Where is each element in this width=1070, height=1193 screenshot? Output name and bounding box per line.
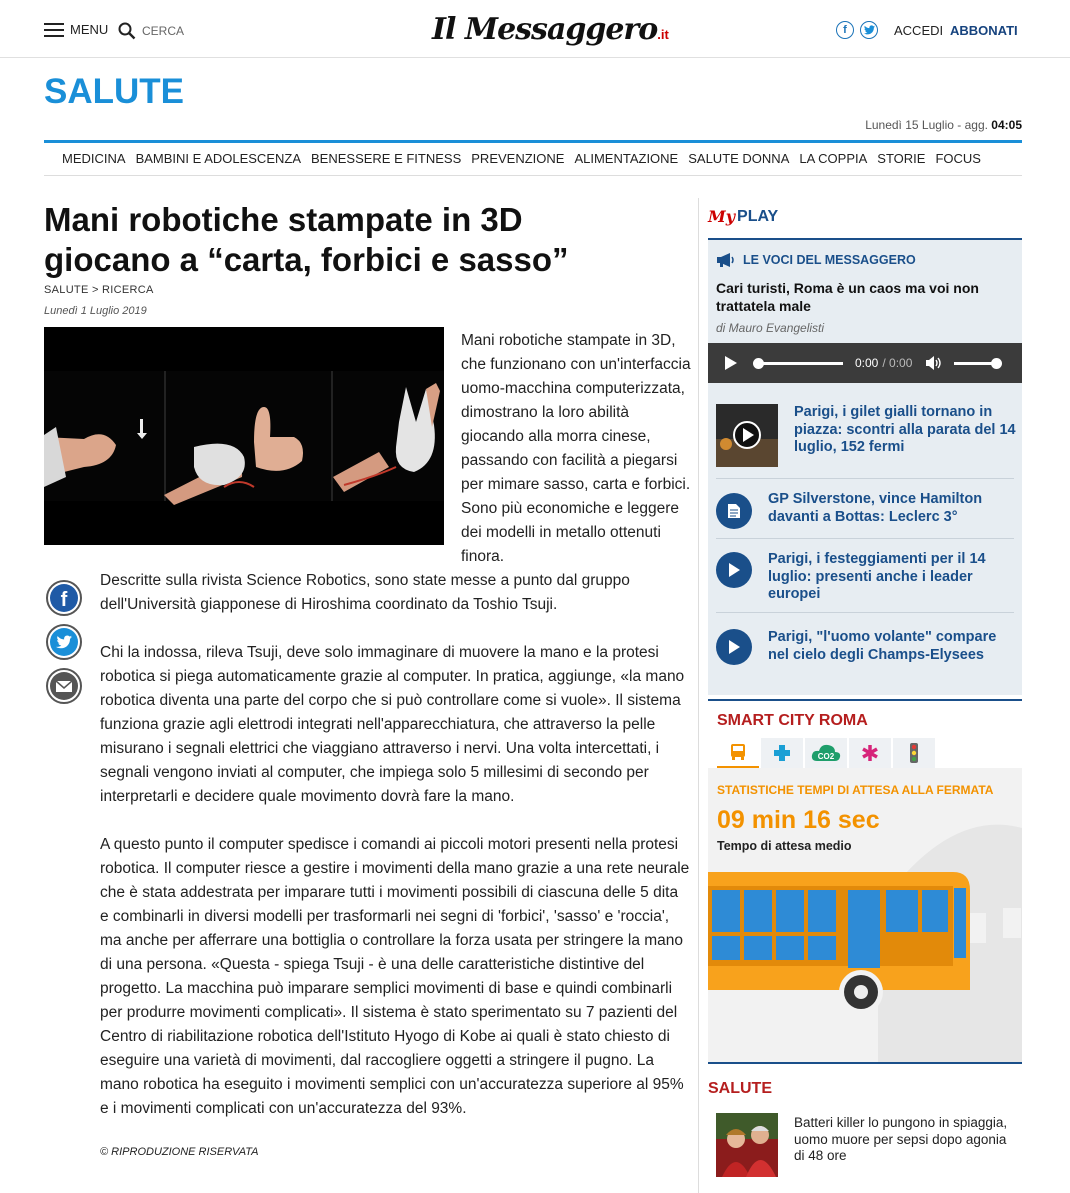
share-email-button[interactable] bbox=[46, 668, 82, 704]
subnav-item-bambini[interactable]: BAMBINI E ADOLESCENZA bbox=[135, 151, 301, 166]
twitter-icon bbox=[48, 626, 80, 658]
video-separator bbox=[716, 538, 1014, 539]
hospital-tab[interactable] bbox=[849, 738, 891, 768]
video-thumbnail[interactable] bbox=[716, 404, 778, 467]
myplay-logo: My bbox=[708, 207, 736, 226]
volume-icon[interactable] bbox=[926, 356, 942, 370]
video-separator bbox=[716, 612, 1014, 613]
volume-slider[interactable] bbox=[954, 362, 996, 365]
subnav-item-focus[interactable]: FOCUS bbox=[935, 151, 981, 166]
smart-city-bottom-rule bbox=[708, 1062, 1022, 1064]
smart-city-rule bbox=[708, 699, 1022, 701]
pharmacy-tab[interactable] bbox=[761, 738, 803, 768]
co2-cloud-icon bbox=[811, 743, 841, 763]
search-button[interactable] bbox=[118, 22, 184, 40]
subnav-item-benessere[interactable]: BENESSERE E FITNESS bbox=[311, 151, 462, 166]
section-title[interactable]: SALUTE bbox=[44, 72, 184, 111]
bus-tab[interactable] bbox=[717, 738, 759, 768]
salute-story-title[interactable]: Batteri killer lo pungono in spiaggia, uomo muore per sepsi dopo agonia di 48 ore bbox=[794, 1115, 1008, 1163]
subnav-item-storie[interactable]: STORIE bbox=[877, 151, 926, 166]
bus-icon bbox=[729, 743, 747, 761]
subscribe-link[interactable]: ABBONATI bbox=[950, 23, 1018, 38]
voci-header bbox=[716, 252, 916, 268]
voci-title[interactable]: Cari turisti, Roma è un caos ma voi non trattatela male bbox=[716, 280, 979, 314]
site-logo[interactable]: Il Messaggero.it bbox=[432, 12, 669, 47]
audio-player bbox=[708, 343, 1022, 383]
section-divider bbox=[44, 140, 1022, 143]
menu-button[interactable] bbox=[44, 22, 108, 37]
megaphone-icon bbox=[716, 252, 735, 268]
hamburger-icon bbox=[44, 23, 64, 37]
article-date: Lunedì 1 Luglio 2019 bbox=[44, 305, 147, 317]
article-headline: Mani robotiche stampate in 3D giocano a “carta, forbici e sasso” bbox=[44, 201, 569, 278]
smart-city-title: SMART CITY ROMA bbox=[717, 712, 868, 729]
salute-section-title[interactable]: SALUTE bbox=[708, 1080, 772, 1097]
top-bar bbox=[0, 0, 1070, 58]
twitter-icon[interactable] bbox=[860, 21, 878, 39]
search-label: CERCA bbox=[142, 24, 185, 38]
article-body bbox=[100, 569, 690, 1145]
voci-label: LE VOCI DEL MESSAGGERO bbox=[743, 253, 916, 267]
co2-tab[interactable] bbox=[805, 738, 847, 768]
video-separator bbox=[716, 478, 1014, 479]
subnav-item-alimentazione[interactable]: ALIMENTAZIONE bbox=[574, 151, 679, 166]
video-title[interactable]: Parigi, i festeggiamenti per il 14 luglio: presenti anche i leader europei bbox=[768, 551, 986, 602]
article-paragraph: A questo punto il computer spedisce i comandi ai piccoli motori presenti nella protesi robotica. Il computer riesce a gestire i movimenti della mano grazie a una rete neurale che è stata addestrata per imparare tutti i movimenti possibili di ciascuna delle 5 dita e combinarli in diversi modelli per trasformarli nei segni di 'forbici', 'sasso' e 'roccia', ma anche per afferrare una bottiglia o controllare la forza usata per stringere la mano di una persona. «Questa - spiega Tsuji - è una delle caratteristiche distintive del progetto. La macchina può imparare semplici movimenti di base e quindi combinarli per produrre movimenti complicati». Il sistema è stato sperimentato su 7 pazienti del Centro di riabilitazione robotica dell'Istituto Hyogo di Kobe ai quali è stato chiesto di eseguire una varietà di movimenti, dal raccogliere oggetti a stringere il pugno. La mano robotica ha eseguito i movimenti semplici con un'accuratezza superiore al 95% e i movimenti complicati con un'accuratezza del 93%. bbox=[100, 836, 690, 1117]
volume-handle[interactable] bbox=[991, 358, 1002, 369]
menu-label: MENU bbox=[70, 22, 109, 37]
section-subnav bbox=[62, 151, 981, 166]
breadcrumb[interactable]: SALUTE > RICERCA bbox=[44, 284, 154, 296]
sidebar-divider bbox=[698, 198, 699, 1193]
medical-cross-icon bbox=[773, 744, 791, 762]
subnav-item-medicina[interactable]: MEDICINA bbox=[62, 151, 126, 166]
share-twitter-button[interactable] bbox=[46, 624, 82, 660]
subnav-item-salute-donna[interactable]: SALUTE DONNA bbox=[688, 151, 790, 166]
wait-time-value: 09 min 16 sec bbox=[717, 806, 880, 834]
facebook-icon[interactable]: f bbox=[836, 21, 854, 39]
voci-author: di Mauro Evangelisti bbox=[716, 321, 825, 335]
article-lead: Mani robotiche stampate in 3D, che funzionano con un'interfaccia uomo-macchina computerizzata, dimostrano la loro abilità giocando alla morra cinese, passando con facilità a piegarsi per mimare sasso, carta e forbici. Sono più economiche e leggere dei modelli in metallo ottenuti finora. bbox=[461, 332, 691, 565]
audio-current-time: 0:00 bbox=[855, 356, 879, 370]
article-image bbox=[44, 327, 444, 545]
share-facebook-button[interactable] bbox=[46, 580, 82, 616]
video-title[interactable]: Parigi, "l'uomo volante" compare nel cielo degli Champs-Elysees bbox=[768, 629, 997, 663]
audio-duration: / 0:00 bbox=[882, 356, 913, 370]
play-circle-icon[interactable] bbox=[716, 552, 752, 588]
traffic-tab[interactable] bbox=[893, 738, 935, 768]
nav-divider bbox=[44, 175, 1022, 176]
facebook-icon bbox=[48, 582, 80, 614]
wait-time-label: Tempo di attesa medio bbox=[717, 839, 852, 853]
audio-progress-bar[interactable] bbox=[757, 362, 843, 365]
asterisk-icon bbox=[861, 744, 879, 762]
traffic-light-icon bbox=[907, 743, 921, 763]
smart-city-tabs bbox=[717, 738, 935, 768]
play-icon[interactable] bbox=[725, 356, 737, 370]
article-circle-icon[interactable] bbox=[716, 493, 752, 529]
update-date: Lunedì 15 Luglio - agg. 04:05 bbox=[865, 118, 1022, 132]
myplay-label: PLAY bbox=[737, 207, 779, 225]
login-link[interactable]: ACCEDI bbox=[894, 23, 944, 38]
salute-story-thumbnail[interactable] bbox=[716, 1113, 778, 1177]
video-title[interactable]: Parigi, i gilet gialli tornano in piazza: scontri alla parata del 14 luglio, 152 fermi bbox=[794, 404, 1016, 455]
svg-text:CO2: CO2 bbox=[817, 752, 835, 761]
subnav-item-prevenzione[interactable]: PREVENZIONE bbox=[471, 151, 565, 166]
search-icon bbox=[118, 22, 136, 40]
stats-label: STATISTICHE TEMPI DI ATTESA ALLA FERMATA bbox=[717, 783, 994, 797]
play-circle-icon[interactable] bbox=[716, 629, 752, 665]
article-paragraph: Chi la indossa, rileva Tsuji, deve solo immaginare di muovere la mano e la protesi robotica si piega automaticamente grazie al computer. In pratica, aggiunge, «la mano robotica diventa una parte del corpo che si può controllare come si vuole». Il sistema funziona grazie agli elettrodi integrati nell'apparecchiatura, che attraverso la pelle misurano i segnali elettrici che viaggiano attraverso i nervi. Una volta intercettati, i segnali vengono inviati al computer, che impiega solo 5 millesimi di secondo per interpretarli e decidere quale movimento dovrà fare la mano. bbox=[100, 644, 685, 805]
copyright-note: © RIPRODUZIONE RISERVATA bbox=[100, 1146, 259, 1158]
video-title[interactable]: GP Silverstone, vince Hamilton davanti a Bottas: Leclerc 3° bbox=[768, 491, 983, 525]
svg-text:f: f bbox=[60, 589, 68, 611]
myplay-header[interactable] bbox=[708, 207, 778, 226]
article-paragraph: Descritte sulla rivista Science Robotics, sono state messe a punto dal gruppo dell'Università giapponese di Hiroshima coordinato da Toshio Tsuji. bbox=[100, 572, 630, 613]
email-icon bbox=[48, 670, 80, 702]
audio-progress-handle[interactable] bbox=[753, 358, 764, 369]
subnav-item-coppia[interactable]: LA COPPIA bbox=[799, 151, 868, 166]
